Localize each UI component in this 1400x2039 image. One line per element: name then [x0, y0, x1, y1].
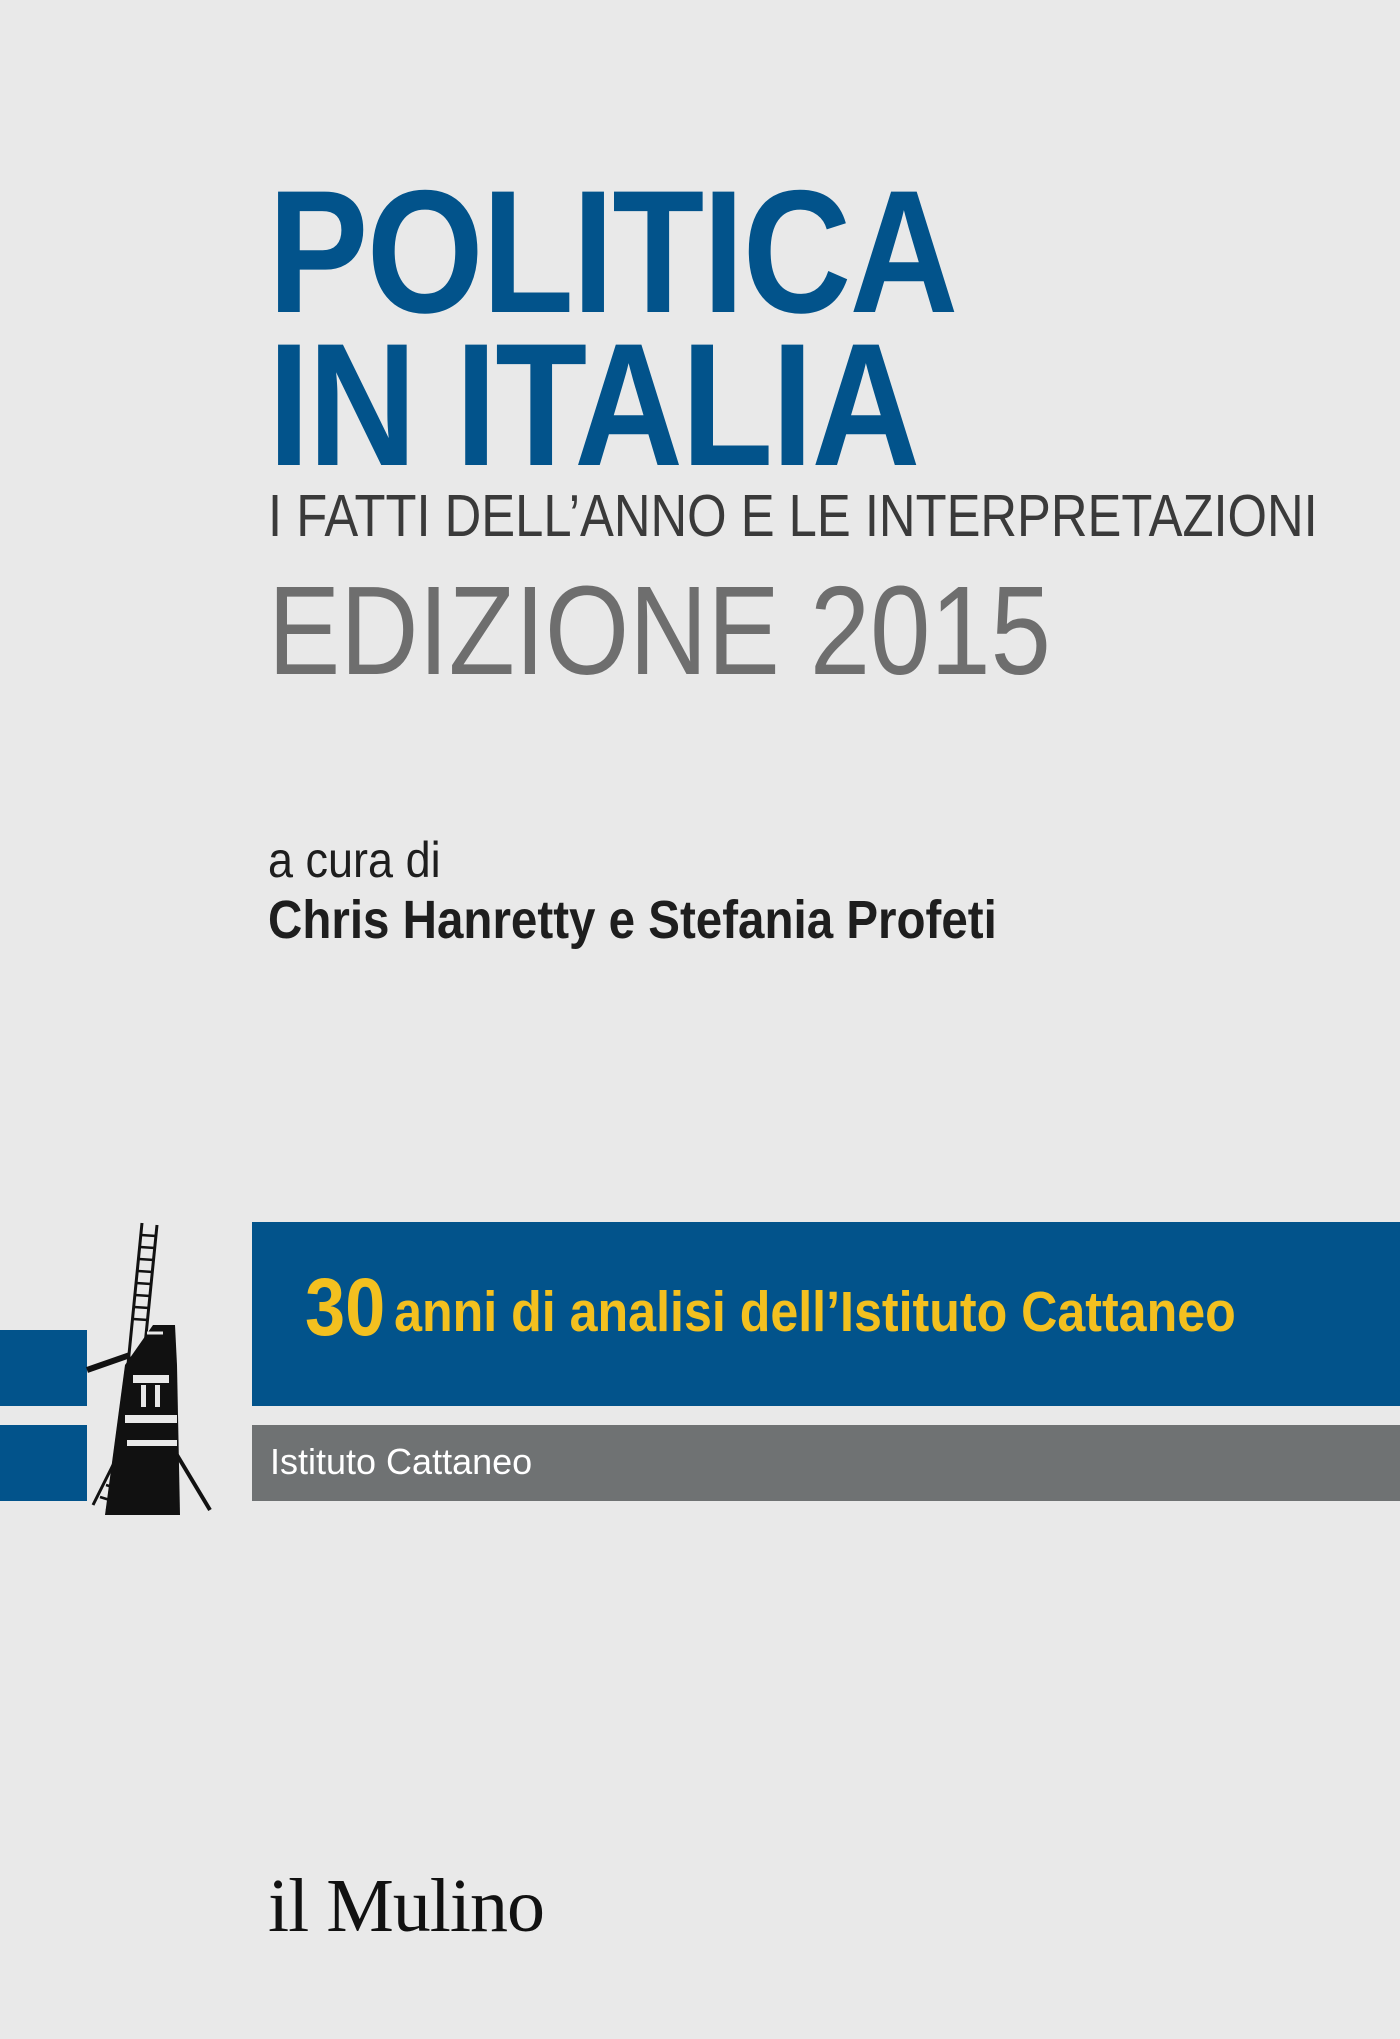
anniversary-number: 30	[305, 1262, 386, 1353]
title-line-1: POLITICA	[268, 155, 957, 350]
subtitle: I FATTI DELL’ANNO E LE INTERPRETAZIONI	[268, 483, 1318, 549]
curated-by-label: a cura di	[268, 832, 441, 888]
windmill-logo-icon	[85, 1215, 255, 1515]
title-line-2: IN ITALIA	[268, 308, 919, 503]
anniversary-text	[305, 1262, 1236, 1353]
anniversary-caption: anni di analisi dell’Istituto Cattaneo	[394, 1280, 1236, 1344]
decor-square-top	[0, 1330, 87, 1406]
decor-square-bottom	[0, 1425, 87, 1501]
edition: EDIZIONE 2015	[268, 560, 1051, 701]
publisher-logo: il Mulino	[268, 1864, 545, 1948]
editors: Chris Hanretty e Stefania Profeti	[268, 890, 997, 950]
series-label: Istituto Cattaneo	[270, 1441, 533, 1482]
